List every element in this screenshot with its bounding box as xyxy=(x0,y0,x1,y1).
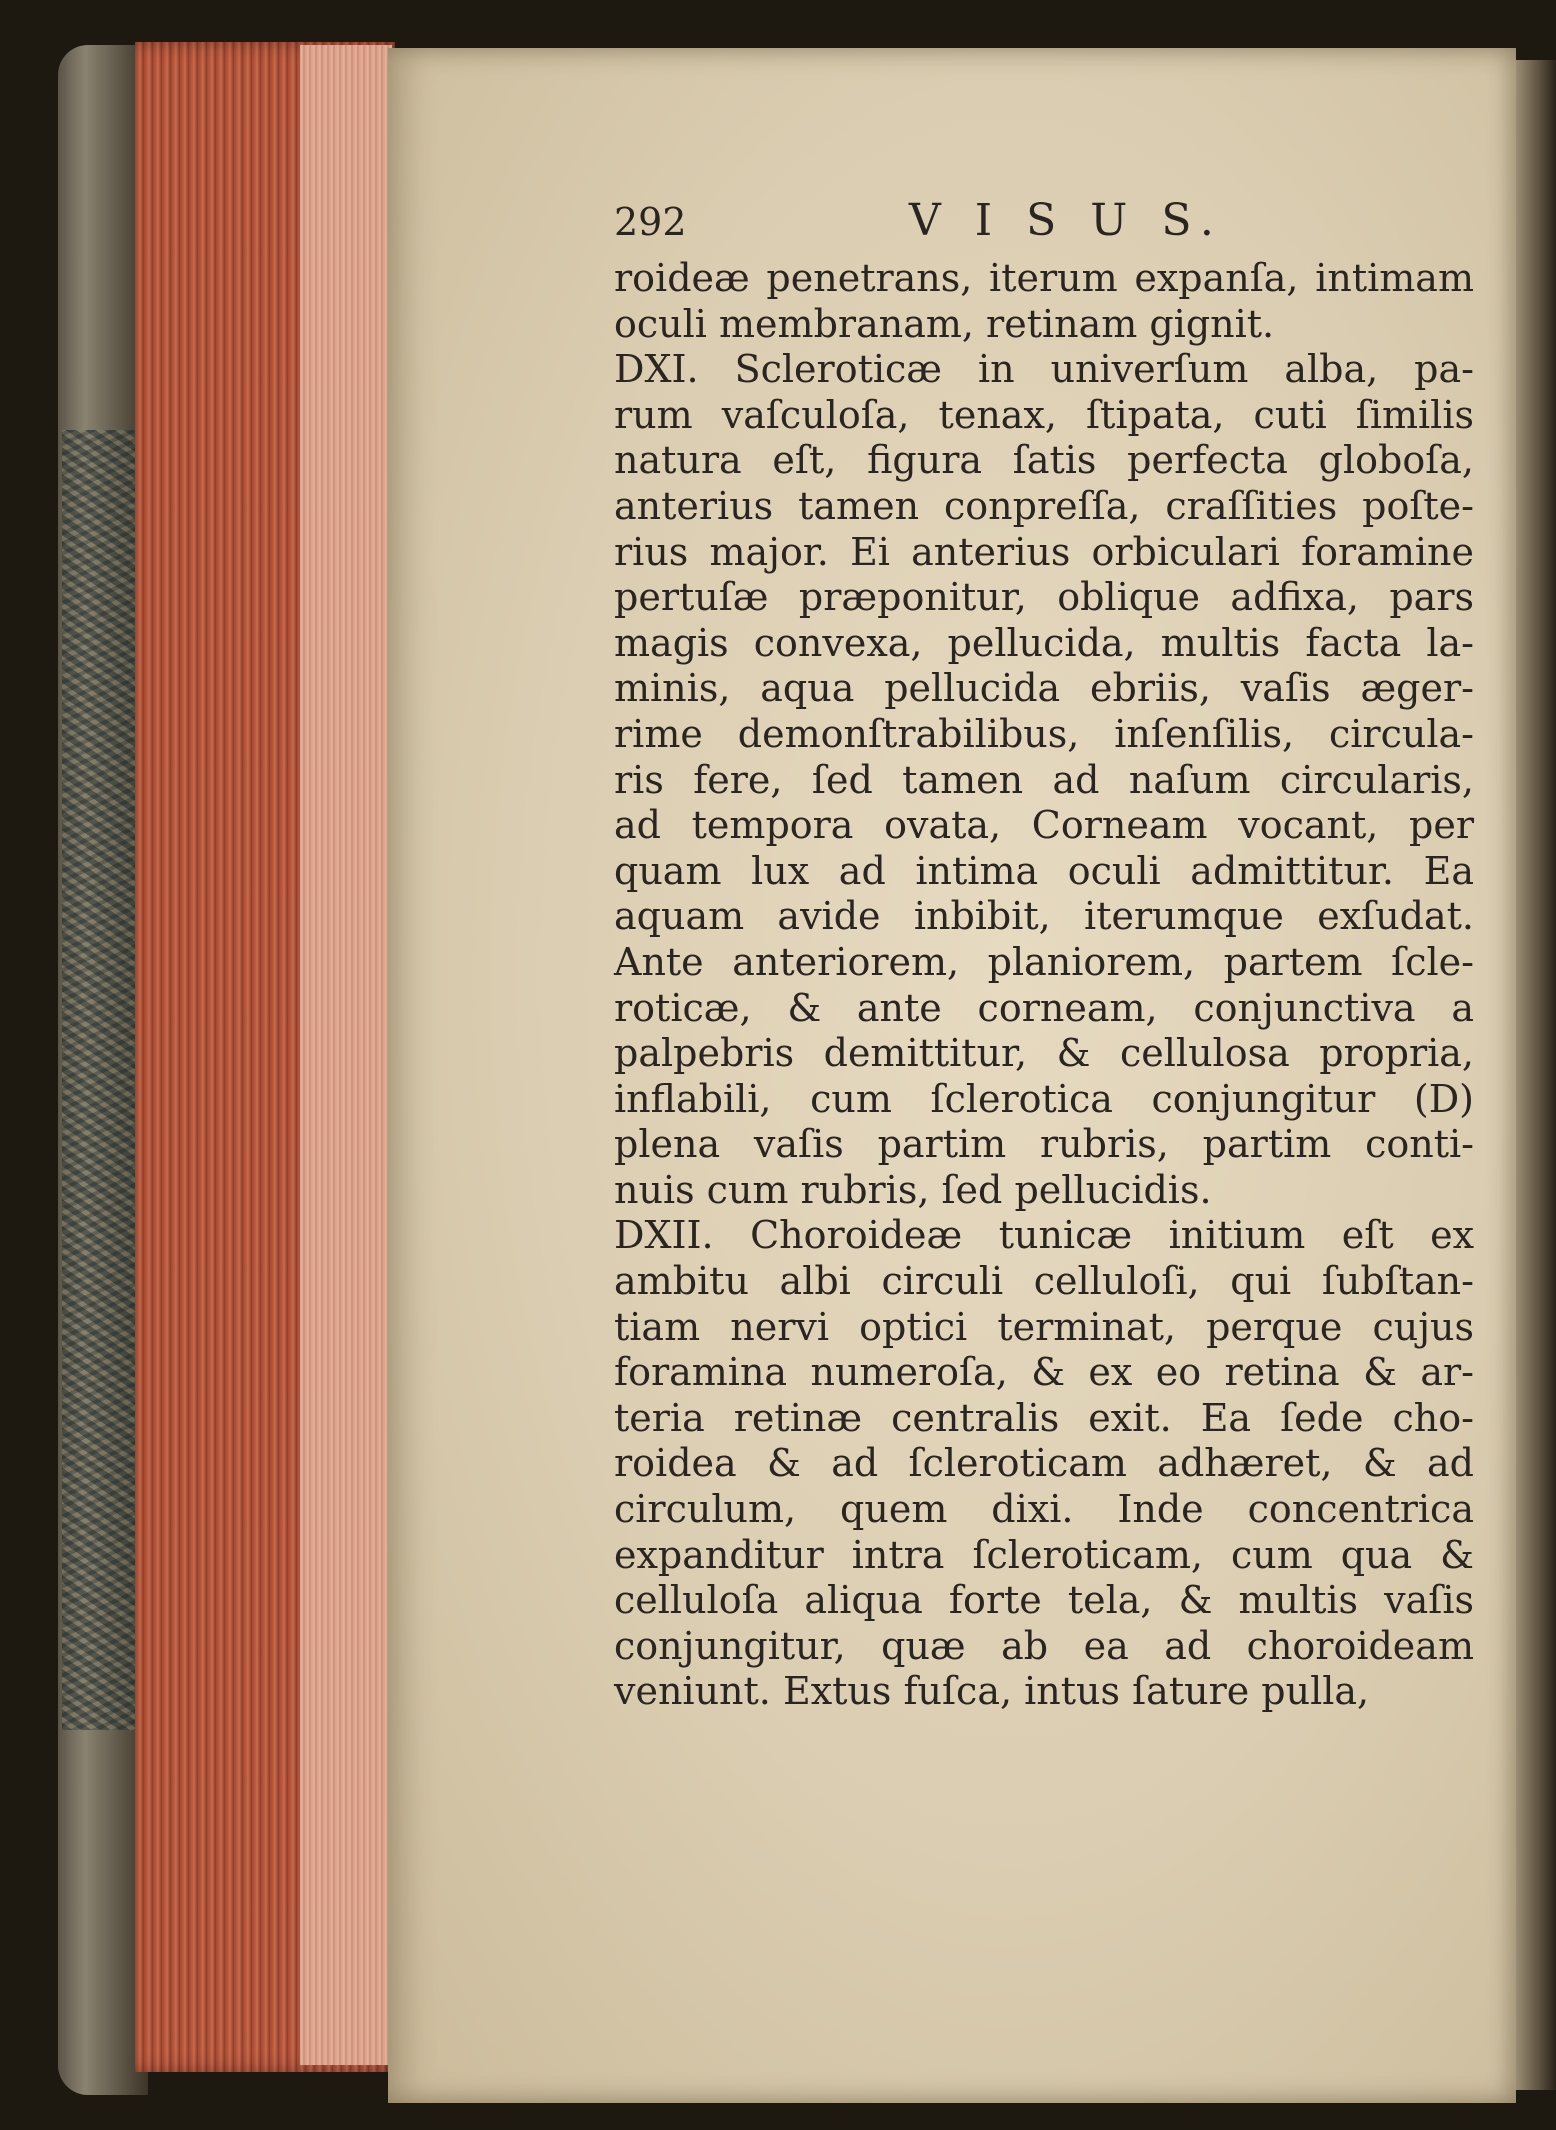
text-line: minis, aqua pellucida ebriis, vaſis æger- xyxy=(614,666,1474,711)
running-title: V I S U S. xyxy=(909,195,1224,246)
text-line: magis convexa, pellucida, multis facta la- xyxy=(614,620,1474,665)
page-right-edge-shadow xyxy=(1516,60,1556,2090)
text-line: conjungitur, quæ ab ea ad choroideam xyxy=(614,1623,1474,1668)
text-line: roticæ, & ante corneam, conjunctiva a xyxy=(614,985,1474,1030)
text-line: nuis cum rubris, ſed pellucidis. xyxy=(614,1167,1212,1212)
text-line: expanditur intra ſcleroticam, cum qua & xyxy=(614,1532,1474,1577)
text-line: foramina numeroſa, & ex eo retina & ar- xyxy=(614,1350,1474,1395)
text-line: Ante anteriorem, planiorem, partem ſcle- xyxy=(614,939,1474,984)
text-line: pertuſæ præponitur, oblique adfixa, pars xyxy=(614,575,1474,620)
text-lines xyxy=(614,256,1474,1715)
text-line: celluloſa aliqua forte tela, & multis vaſis xyxy=(614,1578,1474,1623)
text-line: aquam avide inbibit, iterumque exſudat. xyxy=(614,894,1474,939)
text-line: inflabili, cum ſclerotica conjungitur (D) xyxy=(614,1076,1474,1121)
text-line: roidea & ad ſcleroticam adhæret, & ad xyxy=(614,1441,1474,1486)
text-line: DXII. Choroideæ tunicæ initium eſt ex xyxy=(614,1213,1474,1258)
text-line: rius major. Ei anterius orbiculari foramine xyxy=(614,529,1474,574)
text-line: anterius tamen conpreſſa, craſſities poſte- xyxy=(614,483,1474,528)
text-line: circulum, quem dixi. Inde concentrica xyxy=(614,1487,1474,1532)
page-text-block xyxy=(614,195,1474,1715)
text-line: oculi membranam, retinam gignit. xyxy=(614,301,1275,346)
text-line: tiam nervi optici terminat, perque cujus xyxy=(614,1304,1474,1349)
marbled-cover-texture xyxy=(62,430,142,1730)
text-line: natura eſt, figura ſatis perfecta globoſa, xyxy=(614,438,1474,483)
text-line: ad tempora ovata, Corneam vocant, per xyxy=(614,803,1474,848)
text-line: roideæ penetrans, iterum expanſa, intimam xyxy=(614,256,1474,300)
text-line: teria retinæ centralis exit. Ea ſede cho- xyxy=(614,1395,1474,1440)
text-line: ambitu albi circuli celluloſi, qui ſubſtan- xyxy=(614,1259,1474,1304)
page-edges-light xyxy=(300,45,392,2065)
text-line: veniunt. Extus fuſca, intus ſature pulla, xyxy=(614,1669,1370,1714)
text-line: DXI. Scleroticæ in univerſum alba, pa- xyxy=(614,347,1474,392)
text-line: palpebris demittitur, & cellulosa propria, xyxy=(614,1031,1474,1076)
text-line: plena vaſis partim rubris, partim conti- xyxy=(614,1122,1474,1167)
running-head xyxy=(614,195,1474,256)
text-line: rime demonſtrabilibus, inſenſilis, circula- xyxy=(614,711,1474,756)
text-line: rum vaſculoſa, tenax, ſtipata, cuti ſimilis xyxy=(614,392,1474,437)
text-line: quam lux ad intima oculi admittitur. Ea xyxy=(614,848,1474,893)
text-line: ris fere, ſed tamen ad naſum circularis, xyxy=(614,757,1474,802)
page-number: 292 xyxy=(614,200,687,244)
